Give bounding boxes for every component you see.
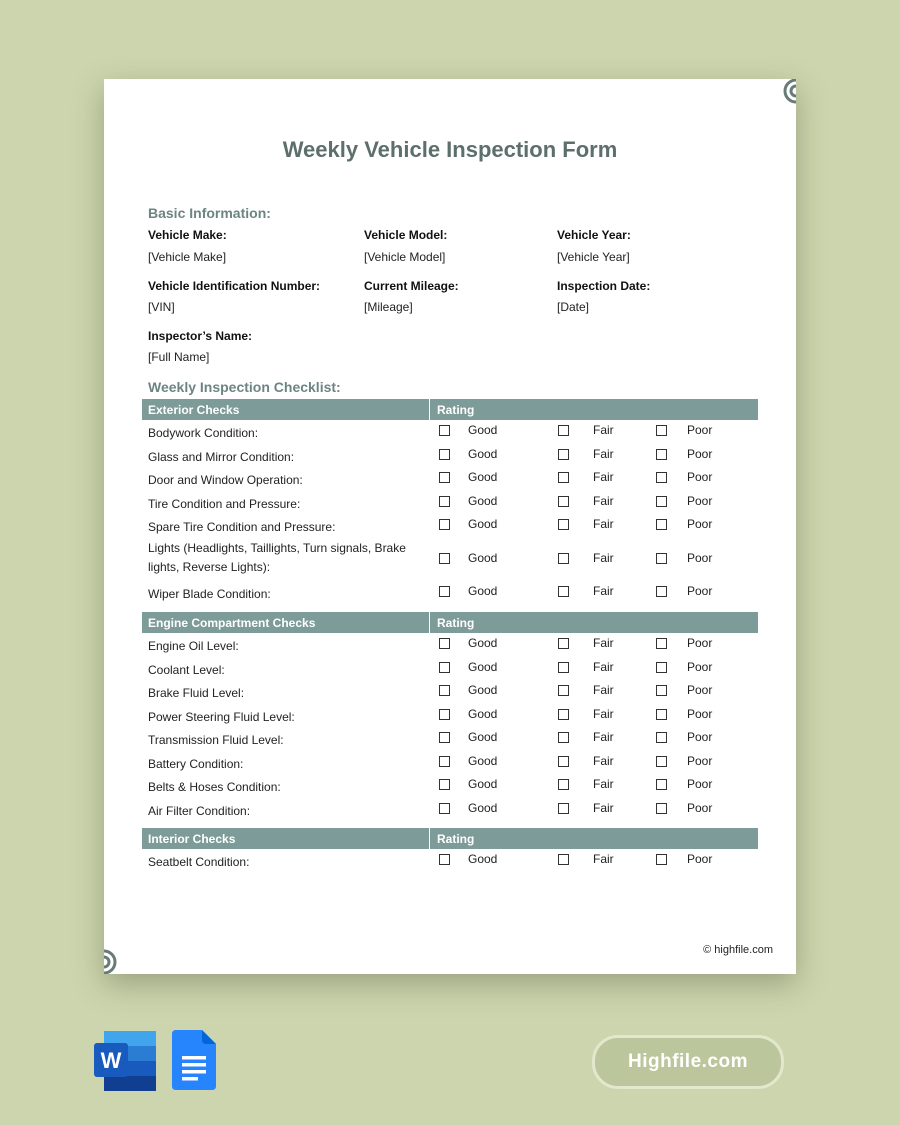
checkbox[interactable] — [439, 496, 450, 507]
checkbox[interactable] — [656, 472, 667, 483]
section-title: Interior Checks — [148, 832, 236, 846]
checklist-row — [142, 751, 758, 775]
checkbox[interactable] — [656, 638, 667, 649]
checklist-row — [142, 514, 758, 538]
checklist-row — [142, 774, 758, 798]
rating-option-label: Fair — [593, 753, 614, 768]
rating-option-fair[interactable] — [558, 753, 614, 768]
inspection-date-label: Inspection Date: — [557, 279, 651, 293]
rating-option-label: Poor — [687, 730, 713, 744]
rating-option-poor[interactable] — [656, 446, 713, 461]
checklist-item-label: Transmission Fluid Level: — [148, 733, 284, 747]
rating-option-label: Poor — [687, 753, 713, 768]
checklist-item-label: Lights (Headlights, Taillights, Turn signals, Brake lights, Reverse Lights): — [148, 540, 406, 574]
checkbox[interactable] — [439, 472, 450, 483]
rating-option-good[interactable] — [439, 636, 498, 650]
checkbox[interactable] — [656, 779, 667, 790]
rating-option-good[interactable] — [439, 446, 498, 461]
rating-option-label: Fair — [593, 636, 614, 650]
checkbox[interactable] — [439, 732, 450, 743]
rating-option-label: Poor — [687, 423, 713, 437]
header-divider — [429, 828, 430, 849]
checkbox[interactable] — [656, 662, 667, 673]
table-header — [142, 828, 758, 849]
rating-option-good[interactable] — [439, 800, 498, 815]
checkbox[interactable] — [439, 553, 450, 564]
rating-option-label: Fair — [593, 517, 614, 531]
rating-option-good[interactable] — [439, 777, 498, 791]
checkbox[interactable] — [558, 854, 569, 865]
rating-option-poor[interactable] — [656, 583, 713, 598]
rating-header: Rating — [437, 616, 475, 630]
checkbox[interactable] — [558, 425, 569, 436]
checkbox[interactable] — [656, 425, 667, 436]
google-docs-icon — [172, 1030, 216, 1090]
rating-option-fair[interactable] — [558, 550, 614, 565]
checklist-row — [142, 491, 758, 515]
checkbox[interactable] — [439, 779, 450, 790]
checkbox[interactable] — [439, 662, 450, 673]
rating-option-label: Good — [468, 800, 498, 815]
vehicle-make-label: Vehicle Make: — [148, 228, 227, 242]
brand-text: Highfile.com — [627, 1051, 748, 1072]
checklist-item-label: Coolant Level: — [148, 662, 225, 677]
vehicle-model-value[interactable]: [Vehicle Model] — [364, 250, 446, 264]
rating-option-label: Poor — [687, 706, 713, 721]
checkbox[interactable] — [656, 553, 667, 564]
rating-option-label: Good — [468, 583, 498, 598]
checkbox[interactable] — [439, 586, 450, 597]
rating-option-label: Good — [468, 683, 498, 697]
rating-option-good[interactable] — [439, 659, 498, 674]
checklist-row — [142, 581, 758, 605]
checklist-item-label: Door and Window Operation: — [148, 473, 303, 487]
checkbox[interactable] — [558, 709, 569, 720]
checklist-row — [142, 467, 758, 491]
header-divider — [429, 399, 430, 420]
checkbox[interactable] — [439, 756, 450, 767]
rating-option-label: Fair — [593, 730, 614, 744]
checkbox[interactable] — [656, 496, 667, 507]
rating-option-fair[interactable] — [558, 470, 614, 484]
vehicle-model-label: Vehicle Model: — [364, 228, 448, 242]
rating-option-fair[interactable] — [558, 659, 614, 674]
rating-option-poor[interactable] — [656, 550, 713, 565]
rating-option-label: Poor — [687, 493, 713, 508]
checklist-item-label: Glass and Mirror Condition: — [148, 449, 295, 464]
rating-option-label: Good — [468, 659, 498, 674]
rating-option-poor[interactable] — [656, 517, 713, 531]
brand-badge[interactable] — [592, 1035, 784, 1089]
checkbox[interactable] — [558, 662, 569, 673]
checkbox[interactable] — [558, 496, 569, 507]
rating-option-label: Good — [468, 730, 498, 744]
section-title: Exterior Checks — [148, 403, 240, 417]
rating-option-good[interactable] — [439, 423, 498, 437]
rating-option-label: Good — [468, 777, 498, 791]
checkbox[interactable] — [558, 586, 569, 597]
vehicle-year-label: Vehicle Year: — [557, 228, 631, 242]
table-header — [142, 399, 758, 420]
basic-info-heading: Basic Information: — [148, 205, 271, 221]
rating-option-poor[interactable] — [656, 753, 713, 768]
rating-option-label: Fair — [593, 800, 614, 815]
checkbox[interactable] — [439, 519, 450, 530]
rating-option-label: Poor — [687, 583, 713, 598]
rating-option-good[interactable] — [439, 493, 498, 508]
rating-option-label: Good — [468, 753, 498, 768]
checkbox[interactable] — [558, 779, 569, 790]
rating-option-label: Poor — [687, 852, 713, 866]
rating-option-poor[interactable] — [656, 470, 713, 484]
rating-option-poor[interactable] — [656, 423, 713, 437]
checklist-item-label: Bodywork Condition: — [148, 426, 259, 440]
checkbox[interactable] — [656, 519, 667, 530]
rating-option-label: Good — [468, 493, 498, 508]
form-title: Weekly Vehicle Inspection Form — [282, 137, 618, 162]
checklist-row — [142, 727, 758, 751]
rating-option-label: Poor — [687, 777, 713, 791]
exterior-checks-table — [142, 399, 758, 604]
rating-option-label: Good — [468, 423, 498, 437]
rating-option-poor[interactable] — [656, 852, 713, 866]
checklist-row — [142, 538, 758, 581]
checkbox[interactable] — [656, 732, 667, 743]
checkbox[interactable] — [558, 732, 569, 743]
rating-option-fair[interactable] — [558, 800, 614, 815]
checkbox[interactable] — [656, 854, 667, 865]
vehicle-make-value[interactable]: [Vehicle Make] — [148, 250, 227, 264]
rating-option-good[interactable] — [439, 730, 498, 744]
vin-label: Vehicle Identification Number: — [148, 279, 321, 293]
copyright-text: © highfile.com — [703, 944, 773, 956]
checkbox[interactable] — [558, 685, 569, 696]
checkbox[interactable] — [558, 638, 569, 649]
rating-option-poor[interactable] — [656, 800, 713, 815]
rating-header: Rating — [437, 403, 475, 417]
rating-option-label: Fair — [593, 659, 614, 674]
rating-option-fair[interactable] — [558, 636, 614, 650]
vin-value[interactable]: [VIN] — [148, 300, 175, 314]
rating-option-good[interactable] — [439, 706, 498, 721]
document-page — [104, 79, 796, 974]
rating-option-good[interactable] — [439, 583, 498, 598]
checklist-item-label: Battery Condition: — [148, 756, 244, 771]
checkbox[interactable] — [558, 472, 569, 483]
rating-option-fair[interactable] — [558, 706, 614, 721]
rating-option-poor[interactable] — [656, 777, 713, 791]
rating-option-fair[interactable] — [558, 852, 614, 866]
inspector-name-value[interactable]: [Full Name] — [148, 350, 210, 364]
mileage-label: Current Mileage: — [364, 279, 459, 293]
corner-ring-icon — [782, 79, 796, 105]
checkbox[interactable] — [558, 553, 569, 564]
checklist-row — [142, 633, 758, 657]
checkbox[interactable] — [656, 685, 667, 696]
svg-text:W: W — [100, 1048, 122, 1073]
rating-option-label: Fair — [593, 777, 614, 791]
rating-option-fair[interactable] — [558, 583, 614, 598]
checkbox[interactable] — [558, 756, 569, 767]
mileage-value[interactable]: [Mileage] — [364, 300, 413, 314]
checkbox[interactable] — [656, 586, 667, 597]
rating-option-good[interactable] — [439, 683, 498, 697]
rating-option-good[interactable] — [439, 550, 498, 565]
checklist-item-label: Engine Oil Level: — [148, 639, 239, 653]
rating-option-label: Poor — [687, 517, 713, 531]
rating-option-label: Poor — [687, 636, 713, 650]
interior-checks-table — [142, 828, 758, 873]
corner-ring-icon — [104, 948, 118, 974]
rating-option-label: Fair — [593, 683, 614, 697]
rating-option-label: Fair — [593, 446, 614, 461]
rating-option-poor[interactable] — [656, 493, 713, 508]
rating-option-label: Fair — [593, 470, 614, 484]
rating-option-fair[interactable] — [558, 423, 614, 437]
checklist-row — [142, 798, 758, 822]
checkbox[interactable] — [558, 449, 569, 460]
rating-option-fair[interactable] — [558, 493, 614, 508]
inspector-name-label: Inspector’s Name: — [148, 329, 253, 343]
rating-option-label: Good — [468, 470, 498, 484]
rating-option-poor[interactable] — [656, 683, 713, 697]
checklist-row — [142, 704, 758, 728]
rating-option-label: Good — [468, 636, 498, 650]
checklist-heading: Weekly Inspection Checklist: — [148, 379, 341, 395]
rating-option-label: Poor — [687, 800, 713, 815]
engine-checks-table — [142, 612, 758, 821]
table-header — [142, 612, 758, 633]
rating-option-label: Good — [468, 550, 498, 565]
checklist-item-label: Power Steering Fluid Level: — [148, 709, 295, 724]
checklist-row — [142, 444, 758, 468]
rating-option-fair[interactable] — [558, 683, 614, 697]
rating-option-label: Good — [468, 446, 498, 461]
checkbox[interactable] — [656, 803, 667, 814]
rating-option-label: Good — [468, 852, 498, 866]
rating-option-label: Fair — [593, 852, 614, 866]
rating-option-label: Good — [468, 517, 498, 531]
header-divider — [429, 612, 430, 633]
checklist-row — [142, 680, 758, 704]
rating-option-label: Poor — [687, 550, 713, 565]
checklist-item-label: Belts & Hoses Condition: — [148, 780, 281, 794]
checkbox[interactable] — [439, 449, 450, 460]
checkbox[interactable] — [439, 854, 450, 865]
checklist-item-label: Air Filter Condition: — [148, 803, 251, 818]
rating-option-poor[interactable] — [656, 730, 713, 744]
rating-option-label: Fair — [593, 423, 614, 437]
checklist-item-label: Wiper Blade Condition: — [148, 586, 271, 601]
checklist-item-label: Brake Fluid Level: — [148, 686, 245, 700]
checkbox[interactable] — [558, 803, 569, 814]
rating-option-label: Poor — [687, 659, 713, 674]
checklist-item-label: Spare Tire Condition and Pressure: — [148, 520, 336, 534]
section-title: Engine Compartment Checks — [148, 616, 316, 630]
rating-header: Rating — [437, 832, 475, 846]
checkbox[interactable] — [439, 685, 450, 696]
checkbox[interactable] — [558, 519, 569, 530]
checkbox[interactable] — [439, 803, 450, 814]
word-icon — [94, 1031, 158, 1091]
checkbox[interactable] — [656, 449, 667, 460]
checkbox[interactable] — [439, 709, 450, 720]
rating-option-label: Poor — [687, 470, 713, 484]
rating-option-good[interactable] — [439, 470, 498, 484]
rating-option-poor[interactable] — [656, 636, 713, 650]
vehicle-year-value[interactable]: [Vehicle Year] — [557, 250, 630, 264]
rating-option-fair[interactable] — [558, 777, 614, 791]
checklist-row — [142, 420, 758, 444]
rating-option-label: Poor — [687, 446, 713, 461]
rating-option-label: Fair — [593, 583, 614, 598]
checkbox[interactable] — [439, 638, 450, 649]
rating-option-label: Good — [468, 706, 498, 721]
rating-option-fair[interactable] — [558, 517, 614, 531]
rating-option-label: Fair — [593, 550, 614, 565]
rating-option-label: Fair — [593, 706, 614, 721]
checklist-item-label: Tire Condition and Pressure: — [148, 496, 301, 511]
inspection-date-value[interactable]: [Date] — [557, 300, 590, 314]
checklist-row — [142, 657, 758, 681]
checklist-row — [142, 849, 758, 873]
rating-option-poor[interactable] — [656, 706, 713, 721]
checklist-item-label: Seatbelt Condition: — [148, 855, 250, 869]
rating-option-fair[interactable] — [558, 730, 614, 744]
checkbox[interactable] — [439, 425, 450, 436]
rating-option-good[interactable] — [439, 517, 498, 531]
rating-option-label: Poor — [687, 683, 713, 697]
rating-option-good[interactable] — [439, 852, 498, 866]
rating-option-label: Fair — [593, 493, 614, 508]
rating-option-fair[interactable] — [558, 446, 614, 461]
rating-option-poor[interactable] — [656, 659, 713, 674]
rating-option-good[interactable] — [439, 753, 498, 768]
checkbox[interactable] — [656, 709, 667, 720]
checkbox[interactable] — [656, 756, 667, 767]
